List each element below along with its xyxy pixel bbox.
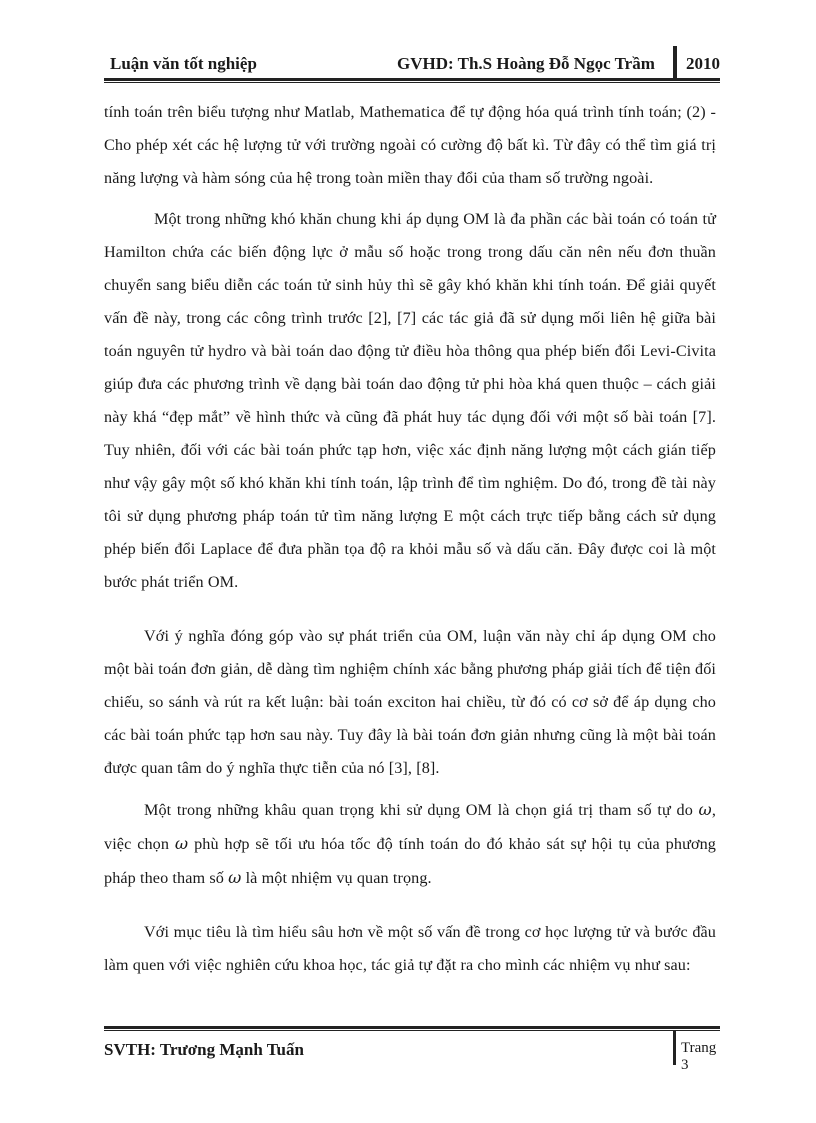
advisor-label: GVHD: Th.S Hoàng Đỗ Ngọc Trầm	[397, 54, 655, 73]
footer-rule-thick	[104, 1026, 720, 1029]
paragraph-4-part-c: phù hợp sẽ tối ưu hóa tốc độ tính toán do đó khảo sát sự hội tụ của phương pháp theo tham số	[104, 835, 716, 887]
year-label: 2010	[686, 54, 720, 73]
footer-divider	[673, 1031, 676, 1065]
paragraph-4-part-a: Một trong những khâu quan trọng khi sử dụng OM là chọn giá trị tham số tự do	[144, 801, 693, 819]
paragraph-5: Với mục tiêu là tìm hiểu sâu hơn về một số vấn đề trong cơ học lượng tử và bước đầu làm quen với việc nghiên cứu khoa học, tác giả tự đặt ra cho mình các nhiệm vụ như sau:	[104, 923, 716, 974]
paragraph-4	[104, 793, 716, 895]
paragraph-1: tính toán trên biểu tượng như Matlab, Mathematica để tự động hóa quá trình tính toán; (2) - Cho phép xét các hệ lượng tử với trường ngoài có cường độ bất kì. Từ đây có thể tìm giá trị năng lượng và hàm sóng của hệ trong toàn miền thay đổi của tham số trường ngoài.	[104, 103, 716, 187]
paragraph-2: Một trong những khó khăn chung khi áp dụng OM là đa phần các bài toán có toán tử Hamilton chứa các biến động lực ở mẫu số hoặc trong trong dấu căn nên nếu đơn thuần chuyển sang biểu diễn các toán tử sinh hủy thì sẽ gây khó khăn khi tính toán. Để giải quyết vấn đề này, trong các công trình trước [2], [7] các tác giả đã sử dụng mối liên hệ giữa bài toán nguyên tử hydro và bài toán dao động tử điều hòa thông qua phép biến đổi Levi-Civita giúp đưa các phương trình về dạng bài toán dao động tử phi hòa khá quen thuộc – cách giải này khá “đẹp mắt” về hình thức và cũng đã phát huy tác dụng đối với một số bài toán [7]. Tuy nhiên, đối với các bài toán phức tạp hơn, việc xác định năng lượng một cách gián tiếp như vậy gây một số khó khăn khi tính toán, lập trình để tìm nghiệm. Do đó, trong đề tài này tôi sử dụng phương pháp toán tử tìm năng lượng E một cách trực tiếp bằng cách sử dụng phép biến đổi Laplace để đưa phần tọa độ ra khỏi mẫu số và dấu căn. Đây được coi là một bước phát triển OM.	[104, 210, 716, 591]
paragraph-4-part-b: , việc chọn	[104, 801, 716, 853]
page-body	[104, 96, 716, 982]
header-divider	[673, 46, 677, 78]
omega-symbol: ω	[698, 800, 712, 819]
header-rule-thick	[104, 78, 720, 81]
page-footer	[104, 1026, 720, 1073]
thesis-label: Luận văn tốt nghiệp	[110, 54, 257, 73]
paragraph-4-part-d: là một nhiệm vụ quan trọng.	[245, 869, 432, 887]
paragraph-3: Với ý nghĩa đóng góp vào sự phát triển của OM, luận văn này chỉ áp dụng OM cho một bài toán đơn giản, dễ dàng tìm nghiệm chính xác bằng phương pháp giải tích để tiện đối chiếu, so sánh và rút ra kết luận: bài toán exciton hai chiều, từ đó có cơ sở để áp dụng cho các bài toán phức tạp hơn sau này. Tuy đây là bài toán đơn giản nhưng cũng là một bài toán được quan tâm do ý nghĩa thực tiễn của nó [3], [8].	[104, 627, 716, 777]
page-number: Trang 3	[681, 1040, 717, 1073]
author-label: SVTH: Trương Mạnh Tuấn	[104, 1040, 304, 1059]
header-rule-thin	[104, 82, 720, 83]
omega-symbol: ω	[174, 834, 189, 853]
footer-rule-thin	[104, 1030, 720, 1031]
page-header	[104, 44, 720, 80]
omega-symbol: ω	[228, 868, 242, 887]
